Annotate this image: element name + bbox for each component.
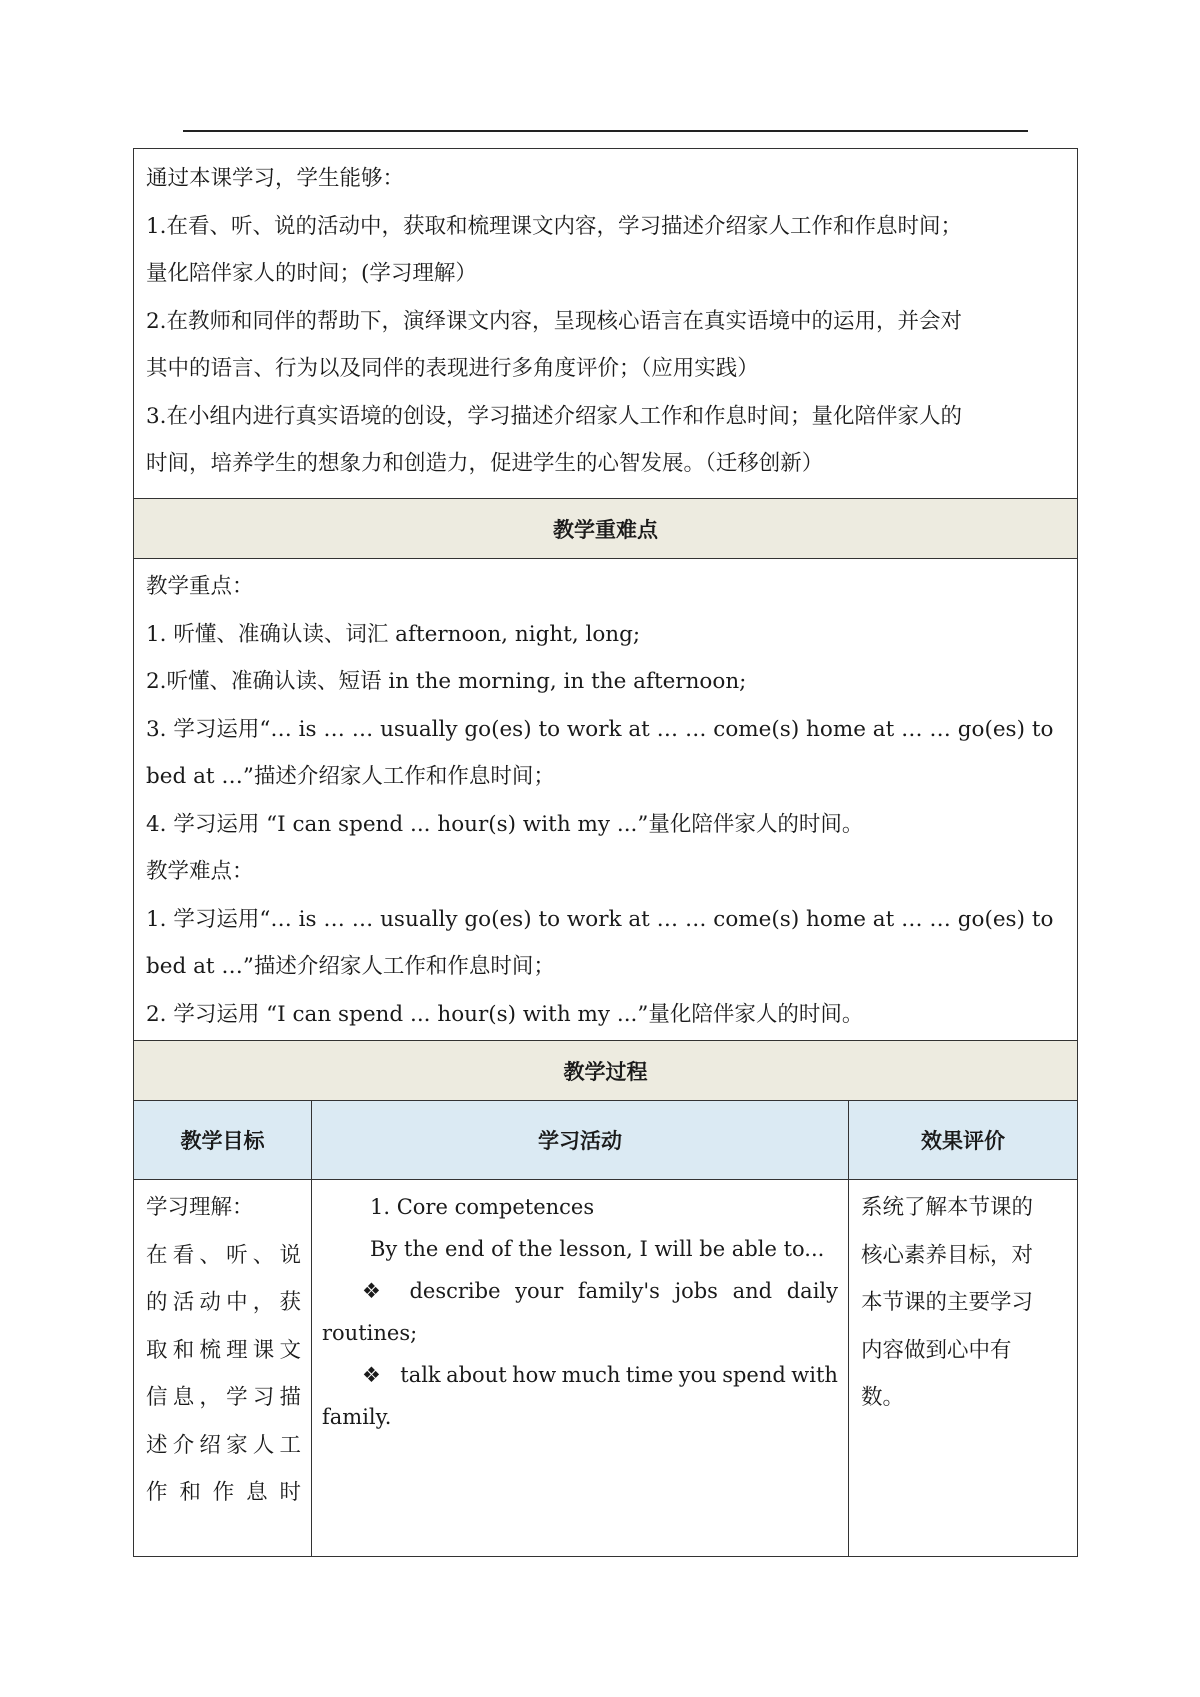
key-points-line: 2.听懂、准确认读、短语 in the morning, in the afternoon;	[146, 669, 747, 694]
activity-bullet-1-cont: routines;	[322, 1321, 418, 1345]
evaluation-line: 系统了解本节课的	[861, 1195, 1034, 1220]
key-points-line: 2. 学习运用 “I can spend ... hour(s) with my ...”量化陪伴家人的时间。	[146, 1001, 864, 1027]
goal-line: 信息，学习描	[146, 1385, 301, 1410]
bullet-word: daily	[786, 1279, 838, 1303]
goal-line: 的活动中，获	[146, 1290, 301, 1315]
evaluation-line: 核心素养目标，对	[861, 1242, 1034, 1268]
bullet-word: describe	[409, 1279, 501, 1303]
activity-cell	[312, 1180, 849, 1557]
bullet-word: how	[512, 1363, 557, 1387]
bullet-word: spend	[722, 1363, 786, 1387]
column-header-activities: 学习活动	[312, 1101, 849, 1180]
key-points-line: bed at …”描述介绍家人工作和作息时间；	[146, 954, 555, 979]
objectives-cell	[134, 149, 1078, 499]
bullet-word: family's	[577, 1279, 660, 1303]
key-points-line: 教学重点：	[146, 574, 254, 599]
bullet-word: and	[732, 1279, 773, 1303]
bullet-word: jobs	[674, 1279, 718, 1303]
column-header-goals: 教学目标	[134, 1101, 312, 1180]
goal-line: 学习理解：	[146, 1195, 254, 1220]
diamond-bullet-icon: ❖	[362, 1363, 381, 1387]
goal-line: 取和梳理课文	[146, 1337, 301, 1363]
activity-bullet-2	[322, 1354, 838, 1396]
objectives-line: 2.在教师和同伴的帮助下，演绎课文内容，呈现核心语言在真实语境中的运用，并会对	[146, 308, 963, 334]
header-rule	[183, 130, 1028, 132]
goal-line: 在看、听、说	[146, 1242, 301, 1268]
key-points-line: 1. 听懂、准确认读、词汇 afternoon, night, long;	[146, 621, 641, 647]
activity-intro: By the end of the lesson, I will be able to...	[370, 1237, 825, 1261]
key-points-line: 教学难点：	[146, 859, 254, 884]
key-points-line: 3. 学习运用“… is … … usually go(es) to work at … … come(s) home at … … go(es) to	[146, 716, 1054, 742]
evaluation-line: 内容做到心中有	[861, 1337, 1012, 1363]
objectives-line: 其中的语言、行为以及同伴的表现进行多角度评价；（应用实践）	[146, 356, 759, 381]
objectives-line: 时间，培养学生的想象力和创造力，促进学生的心智发展。（迁移创新）	[146, 451, 824, 476]
objectives-line: 量化陪伴家人的时间；(学习理解）	[146, 261, 477, 286]
key-points-line: 4. 学习运用 “I can spend ... hour(s) with my ...”量化陪伴家人的时间。	[146, 811, 864, 837]
activity-bullet-1	[322, 1270, 838, 1312]
activity-heading: 1. Core competences	[370, 1195, 595, 1219]
lesson-plan-table	[133, 148, 1078, 1557]
goal-text	[146, 1184, 301, 1517]
key-points-cell	[134, 559, 1078, 1041]
bullet-word: much	[561, 1363, 621, 1387]
section-title-process: 教学过程	[134, 1041, 1078, 1101]
evaluation-line: 本节课的主要学习	[861, 1290, 1034, 1315]
objectives-line: 1.在看、听、说的活动中，获取和梳理课文内容，学习描述介绍家人工作和作息时间；	[146, 213, 963, 239]
bullet-word: talk	[400, 1363, 441, 1387]
diamond-bullet-icon: ❖	[362, 1279, 381, 1303]
key-points-line: bed at …”描述介绍家人工作和作息时间；	[146, 764, 555, 789]
key-points-line: 1. 学习运用“… is … … usually go(es) to work at … … come(s) home at … … go(es) to	[146, 906, 1054, 932]
evaluation-cell	[849, 1180, 1078, 1557]
evaluation-line: 数。	[861, 1385, 905, 1410]
bullet-word: time	[625, 1363, 674, 1387]
bullet-word: about	[446, 1363, 507, 1387]
goal-cell	[134, 1180, 312, 1557]
bullet-word: your	[515, 1279, 564, 1303]
goal-line: 作和作息时	[146, 1480, 301, 1505]
activity-bullet-2-cont: family.	[322, 1405, 392, 1429]
column-header-evaluation: 效果评价	[849, 1101, 1078, 1180]
objectives-line: 通过本课学习，学生能够：	[146, 166, 405, 191]
section-title-key-points: 教学重难点	[134, 499, 1078, 559]
objectives-line: 3.在小组内进行真实语境的创设，学习描述介绍家人工作和作息时间；量化陪伴家人的	[146, 403, 963, 429]
bullet-word: with	[791, 1363, 838, 1387]
goal-line: 述介绍家人工	[146, 1432, 301, 1458]
bullet-word: you	[678, 1363, 717, 1387]
